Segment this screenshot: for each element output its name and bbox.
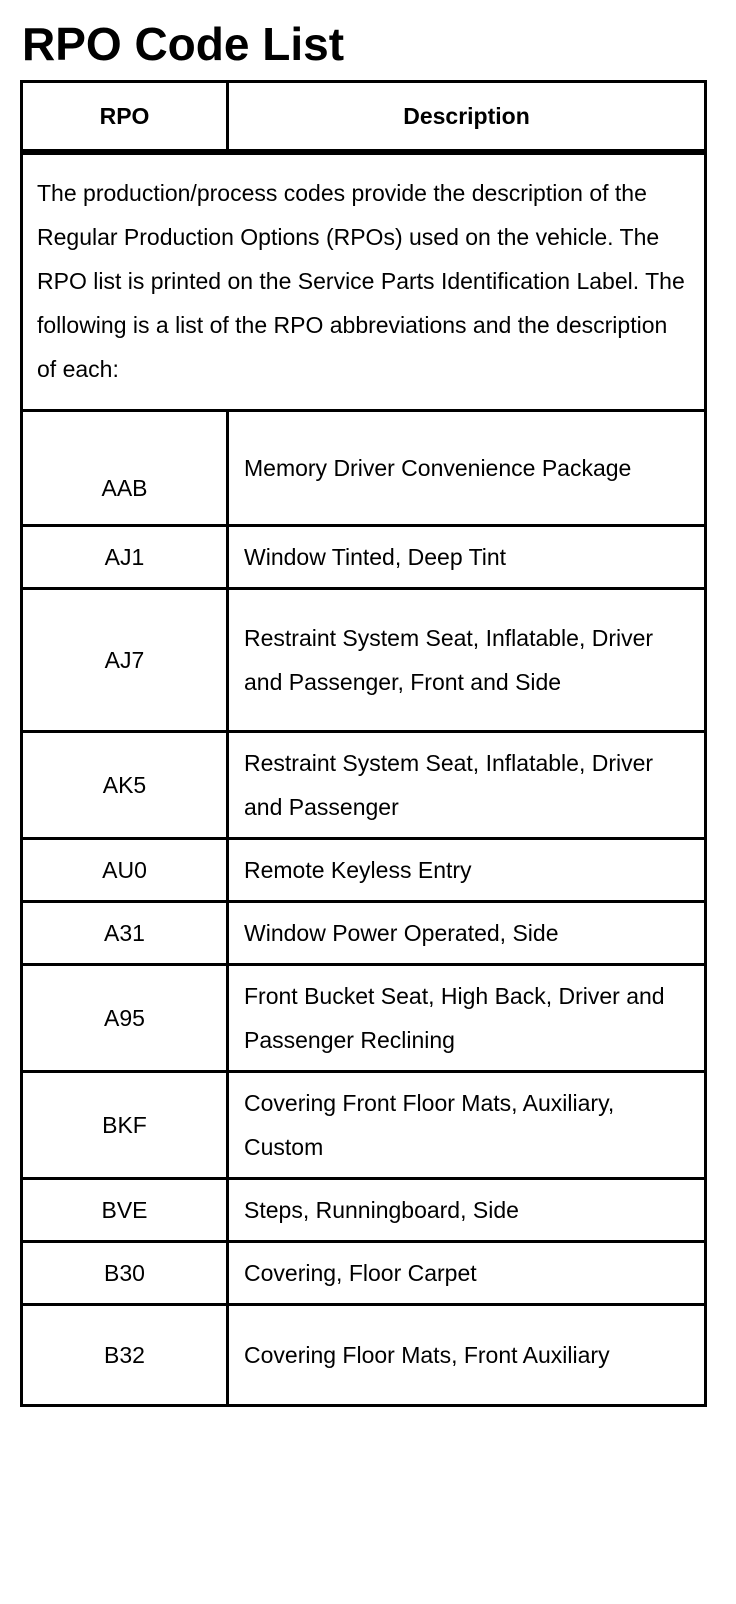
table-row — [22, 526, 706, 589]
rpo-description: Covering, Floor Carpet — [228, 1242, 706, 1305]
rpo-code: B30 — [22, 1242, 228, 1305]
rpo-code: BKF — [22, 1072, 228, 1179]
intro-text: The production/process codes provide the description of the Regular Production Options (RPOs) used on the vehicle. The RPO list is printed on the Service Parts Identification Label. The following is a list of the RPO abbreviations and the description of each: — [22, 152, 706, 411]
rpo-code: AAB — [22, 411, 228, 526]
rpo-code: AJ7 — [22, 589, 228, 732]
rpo-code: AK5 — [22, 732, 228, 839]
rpo-code: AJ1 — [22, 526, 228, 589]
table-row — [22, 1072, 706, 1179]
rpo-table — [20, 80, 707, 1407]
rpo-code: AU0 — [22, 839, 228, 902]
rpo-description: Steps, Runningboard, Side — [228, 1179, 706, 1242]
rpo-code: A95 — [22, 965, 228, 1072]
rpo-description: Window Tinted, Deep Tint — [228, 526, 706, 589]
rpo-code: BVE — [22, 1179, 228, 1242]
table-row — [22, 965, 706, 1072]
rpo-code: A31 — [22, 902, 228, 965]
rpo-description: Window Power Operated, Side — [228, 902, 706, 965]
table-row — [22, 902, 706, 965]
table-row — [22, 411, 706, 526]
table-row — [22, 589, 706, 732]
rpo-description: Front Bucket Seat, High Back, Driver and Passenger Reclining — [228, 965, 706, 1072]
table-row — [22, 839, 706, 902]
rpo-description: Memory Driver Convenience Package — [228, 411, 706, 526]
header-description: Description — [228, 82, 706, 153]
rpo-description: Restraint System Seat, Inflatable, Driver and Passenger — [228, 732, 706, 839]
rpo-description: Covering Front Floor Mats, Auxiliary, Custom — [228, 1072, 706, 1179]
intro-row — [22, 152, 706, 411]
page-title: RPO Code List — [22, 18, 345, 70]
rpo-description: Restraint System Seat, Inflatable, Driver and Passenger, Front and Side — [228, 589, 706, 732]
rpo-description: Covering Floor Mats, Front Auxiliary — [228, 1305, 706, 1406]
rpo-code: B32 — [22, 1305, 228, 1406]
table-row — [22, 1242, 706, 1305]
table-row — [22, 732, 706, 839]
table-row — [22, 1179, 706, 1242]
header-rpo: RPO — [22, 82, 228, 153]
header-row — [22, 82, 706, 153]
rpo-description: Remote Keyless Entry — [228, 839, 706, 902]
table-row — [22, 1305, 706, 1406]
